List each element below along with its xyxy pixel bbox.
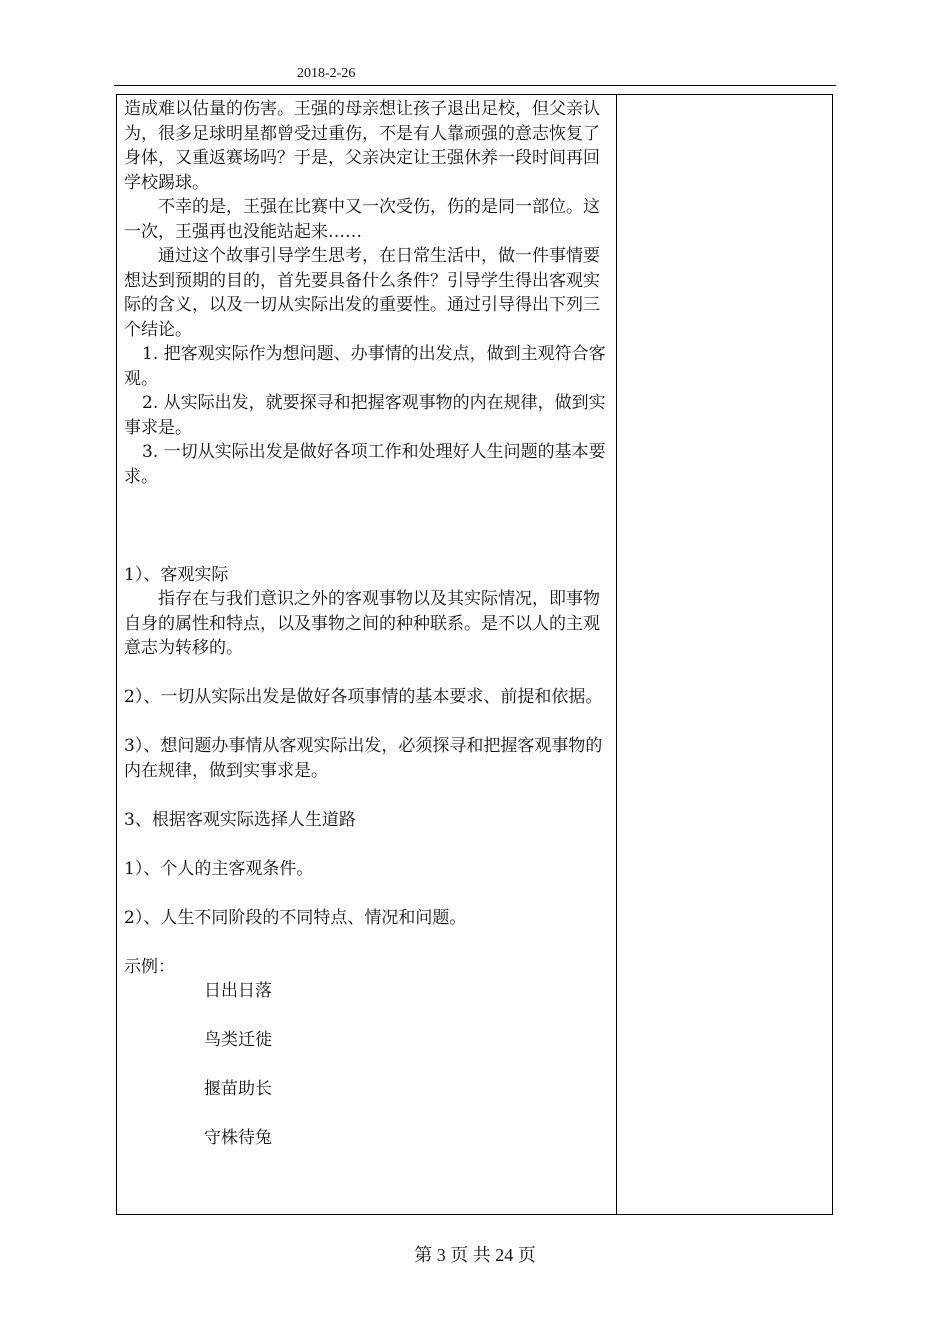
header-date: 2018-2-26 xyxy=(297,66,356,81)
guidance-paragraph: 通过这个故事引导学生思考，在日常生活中，做一件事情要想达到预期的目的，首先要具备什么条件？引导学生得出客观实际的含义，以及一切从实际出发的重要性。通过引导得出下列三个结论。 xyxy=(124,246,600,340)
point-item: 2）、一切从实际出发是做好各项事情的基本要求、前提和依据。 xyxy=(124,687,603,707)
page-number: 第 3 页 共 24 页 xyxy=(414,1245,536,1265)
conclusion-item: 3. 一切从实际出发是做好各项工作和处理好人生问题的基本要求。 xyxy=(124,442,606,487)
example-label: 示例： xyxy=(124,956,175,977)
conclusion-item: 2. 从实际出发，就要探寻和把握客观事物的内在规律，做到实事求是。 xyxy=(124,393,606,438)
table-column-divider xyxy=(616,94,617,1215)
header-rule xyxy=(114,85,836,86)
lesson-content-cell xyxy=(124,97,610,1151)
story-paragraph: 不幸的是，王强在比赛中又一次受伤，伤的是同一部位。这一次，王强再也没能站起来…… xyxy=(124,197,600,242)
section-heading: 3、根据客观实际选择人生道路 xyxy=(124,809,356,830)
example-item: 守株待兔 xyxy=(204,1128,272,1148)
example-item: 日出日落 xyxy=(204,981,272,1001)
point-title: 1）、客观实际 xyxy=(124,564,229,585)
point-body: 指存在与我们意识之外的客观事物以及其实际情况，即事物自身的属性和特点，以及事物之间的种种联系。是不以人的主观意志为转移的。 xyxy=(124,589,600,658)
story-paragraph: 造成难以估量的伤害。王强的母亲想让孩子退出足校，但父亲认为，很多足球明星都曾受过重伤，不是有人靠顽强的意志恢复了身体，又重返赛场吗？于是，父亲决定让王强休养一段时间再回学校踢球。 xyxy=(124,99,600,193)
point-item: 3）、想问题办事情从客观实际出发，必须探寻和把握客观事物的内在规律，做到实事求是。 xyxy=(124,736,603,781)
example-item: 揠苗助长 xyxy=(204,1079,272,1099)
example-item: 鸟类迁徙 xyxy=(204,1030,272,1050)
sub-item: 1）、个人的主客观条件。 xyxy=(124,858,314,879)
conclusion-item: 1. 把客观实际作为想问题、办事情的出发点，做到主观符合客观。 xyxy=(124,344,606,389)
sub-item: 2）、人生不同阶段的不同特点、情况和问题。 xyxy=(124,907,467,928)
